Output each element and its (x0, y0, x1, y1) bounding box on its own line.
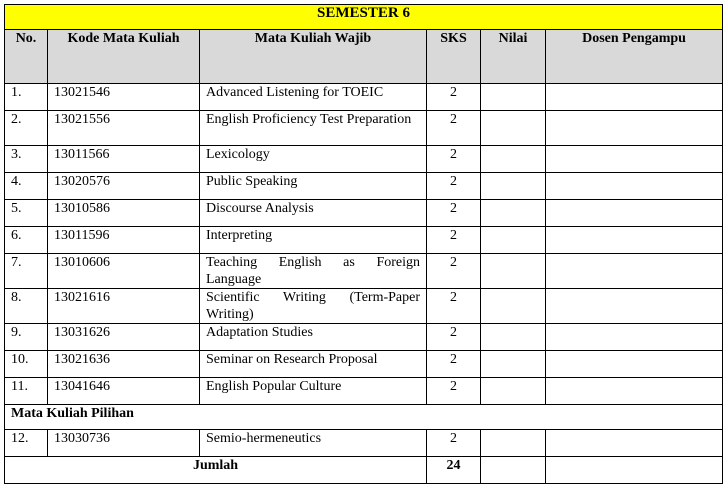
row-sks: 2 (427, 111, 481, 146)
row-sks: 2 (427, 430, 481, 457)
row-no: 9. (5, 324, 48, 351)
row-course: English Proficiency Test Preparation (200, 111, 427, 146)
row-sks: 2 (427, 324, 481, 351)
table-row (5, 173, 723, 200)
header-nilai: Nilai (481, 30, 546, 84)
table-row (5, 254, 723, 289)
total-label: Jumlah (5, 457, 427, 484)
row-course: Lexicology (200, 146, 427, 173)
row-sks: 2 (427, 289, 481, 324)
table-row (5, 351, 723, 378)
row-sks: 2 (427, 84, 481, 111)
row-kode: 13021636 (48, 351, 200, 378)
row-nilai (481, 378, 546, 405)
row-course: Adaptation Studies (200, 324, 427, 351)
row-dosen (546, 84, 723, 111)
table-row (5, 146, 723, 173)
row-no: 1. (5, 84, 48, 111)
row-no: 11. (5, 378, 48, 405)
row-course: Advanced Listening for TOEIC (200, 84, 427, 111)
row-no: 2. (5, 111, 48, 146)
row-course: Semio-hermeneutics (200, 430, 427, 457)
table-row (5, 200, 723, 227)
row-kode: 13020576 (48, 173, 200, 200)
row-sks: 2 (427, 378, 481, 405)
row-sks: 2 (427, 173, 481, 200)
row-kode: 13010606 (48, 254, 200, 289)
row-dosen (546, 200, 723, 227)
header-sks: SKS (427, 30, 481, 84)
row-dosen (546, 173, 723, 200)
row-no: 8. (5, 289, 48, 324)
table-row (5, 430, 723, 457)
row-sks: 2 (427, 254, 481, 289)
row-no: 12. (5, 430, 48, 457)
total-dosen (546, 457, 723, 484)
header-dosen: Dosen Pengampu (546, 30, 723, 84)
row-sks: 2 (427, 227, 481, 254)
row-no: 6. (5, 227, 48, 254)
row-course: Scientific Writing (Term-Paper Writing) (200, 289, 427, 324)
row-kode: 13011596 (48, 227, 200, 254)
row-sks: 2 (427, 200, 481, 227)
table-row (5, 378, 723, 405)
row-dosen (546, 289, 723, 324)
row-course: Discourse Analysis (200, 200, 427, 227)
table-row (5, 324, 723, 351)
column-header-row (5, 30, 723, 84)
row-nilai (481, 351, 546, 378)
row-dosen (546, 430, 723, 457)
row-nilai (481, 227, 546, 254)
row-nilai (481, 289, 546, 324)
row-kode: 13041646 (48, 378, 200, 405)
table-row (5, 227, 723, 254)
row-no: 10. (5, 351, 48, 378)
total-row (5, 457, 723, 484)
row-course: Interpreting (200, 227, 427, 254)
section-row-pilihan (5, 405, 723, 430)
row-dosen (546, 324, 723, 351)
semester-table (4, 4, 723, 484)
row-kode: 13031626 (48, 324, 200, 351)
row-dosen (546, 254, 723, 289)
row-sks: 2 (427, 351, 481, 378)
row-nilai (481, 173, 546, 200)
row-dosen (546, 111, 723, 146)
semester-header-row (5, 5, 723, 30)
row-no: 3. (5, 146, 48, 173)
row-dosen (546, 146, 723, 173)
header-no: No. (5, 30, 48, 84)
row-kode: 13011566 (48, 146, 200, 173)
row-kode: 13010586 (48, 200, 200, 227)
row-no: 4. (5, 173, 48, 200)
row-nilai (481, 146, 546, 173)
header-kode: Kode Mata Kuliah (48, 30, 200, 84)
row-nilai (481, 200, 546, 227)
table-row (5, 84, 723, 111)
table-row (5, 289, 723, 324)
row-no: 7. (5, 254, 48, 289)
row-course: Public Speaking (200, 173, 427, 200)
row-kode: 13021546 (48, 84, 200, 111)
row-nilai (481, 430, 546, 457)
row-course: Seminar on Research Proposal (200, 351, 427, 378)
row-dosen (546, 227, 723, 254)
row-no: 5. (5, 200, 48, 227)
row-nilai (481, 324, 546, 351)
total-sks: 24 (427, 457, 481, 484)
row-dosen (546, 378, 723, 405)
table-row (5, 111, 723, 146)
row-course: English Popular Culture (200, 378, 427, 405)
header-mata-kuliah: Mata Kuliah Wajib (200, 30, 427, 84)
row-nilai (481, 84, 546, 111)
row-nilai (481, 111, 546, 146)
row-kode: 13021616 (48, 289, 200, 324)
row-kode: 13021556 (48, 111, 200, 146)
semester-title: SEMESTER 6 (5, 5, 723, 30)
row-course: Teaching English as Foreign Language (200, 254, 427, 289)
row-kode: 13030736 (48, 430, 200, 457)
section-title-pilihan: Mata Kuliah Pilihan (5, 405, 723, 430)
row-sks: 2 (427, 146, 481, 173)
row-nilai (481, 254, 546, 289)
row-dosen (546, 351, 723, 378)
total-nilai (481, 457, 546, 484)
